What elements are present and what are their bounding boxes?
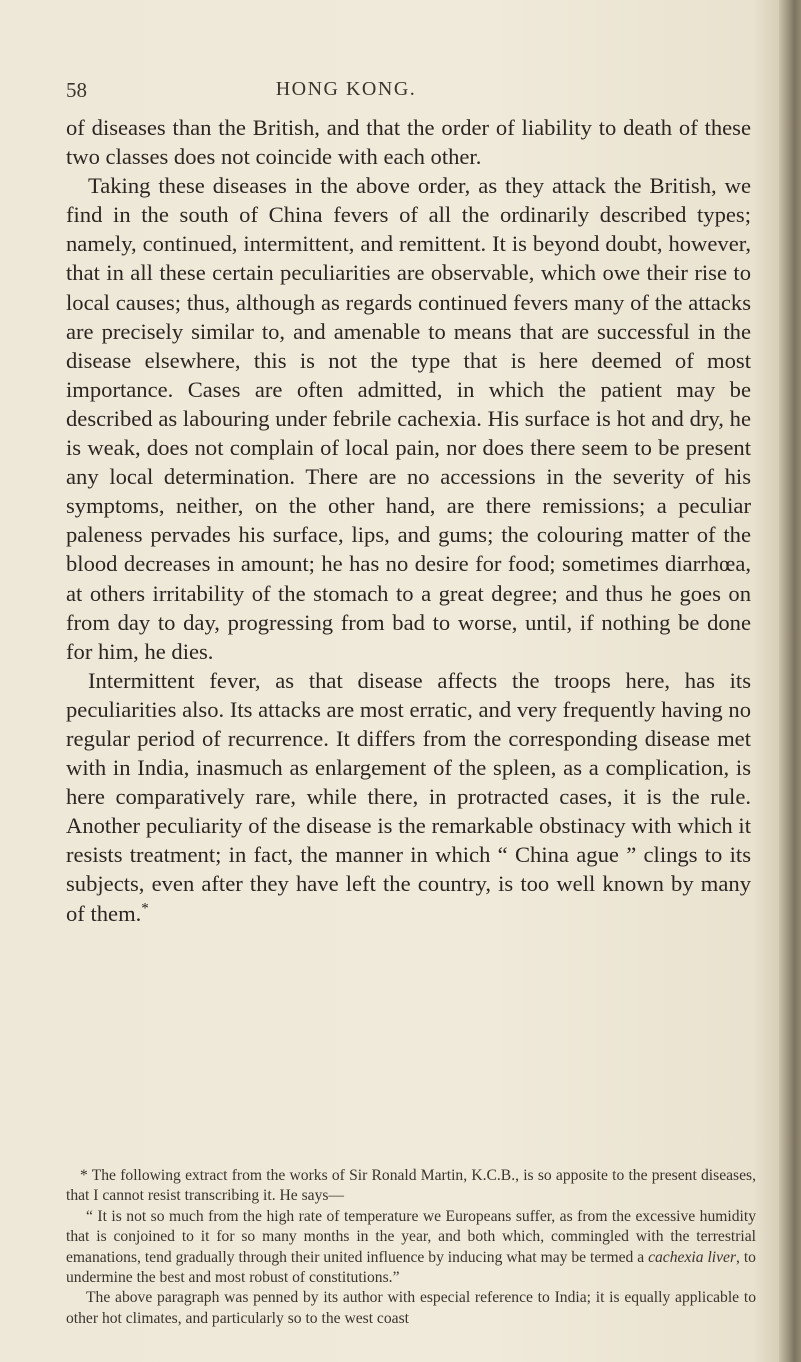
book-binding-edge	[779, 0, 801, 1362]
paragraph-continuation: of diseases than the British, and that the order of liability to death of these two classes does not coincide with each other.	[66, 115, 751, 170]
running-title: HONG KONG.	[275, 78, 417, 100]
footnote-quote-italic: cachexia liver	[648, 1248, 737, 1266]
paragraph-intermittent-fever	[66, 666, 751, 928]
page-number: 58	[66, 78, 87, 102]
footnote-quote-end: , to undermine the best and most robust of constitutions.”	[66, 1248, 756, 1287]
footnotes	[66, 1166, 756, 1329]
paragraph-fevers: Taking these diseases in the above order, as they attack the British, we find in the south of China fevers of all the ordinarily described types; namely, continued, intermittent, and remittent. It is beyond doubt, however, that in all these certain peculiarities are observable, which owe their rise to local causes; thus, although as regards continued fevers many of the attacks are precisely similar to, and amenable to means that are successful in the disease elsewhere, this is not the type that is here deemed of most importance. Cases are often admitted, in which the patient may be described as labouring under febrile cachexia. His surface is hot and dry, he is weak, does not complain of local pain, nor does there seem to be present any local determination. There are no accessions in the severity of his symptoms, neither, on the other hand, are there remissions; a peculiar paleness pervades his surface, lips, and gums; the colouring matter of the blood decreases in amount; he has no desire for food; sometimes diarrhœa, at others irritability of the stomach to a great degree; and thus he goes on from day to day, progressing from bad to worse, until, if nothing be done for him, he dies.	[66, 173, 751, 664]
paragraph-intermittent-text: Intermittent fever, as that disease affects the troops here, has its peculiarities also. Its attacks are most erratic, and very frequently having no regular period of recurrence. It differs from the corresponding disease met with in India, inasmuch as enlargement of the spleen, as a complication, is here comparatively rare, while there, in protracted cases, it is the rule. Another peculiarity of the disease is the remarkable obstinacy with which it resists treatment; in fact, the manner in which “ China ague ” clings to its subjects, even after they have left the country, is too well known by many of them.	[66, 667, 751, 926]
footnote-quote	[66, 1207, 756, 1289]
main-text	[66, 113, 751, 928]
footnote-quote-start: “ It is not so much from the high rate of temperature we Europeans suffer, as from the excessive humidity that is conjoined to it for so many months in the year, and both which, commingled with the terrestrial emanations, tend gradually through their united influence by inducing what may be termed a	[66, 1207, 756, 1266]
footnote-remark: The above paragraph was penned by its author with especial reference to India; it is equally applicable to other hot climates, and particularly so to the west coast	[66, 1289, 756, 1327]
footnote-marker: *	[141, 900, 149, 916]
running-head	[66, 78, 746, 108]
footnote-intro: * The following extract from the works of Sir Ronald Martin, K.C.B., is so apposite to the present diseases, that I cannot resist transcribing it. He says—	[66, 1167, 756, 1205]
